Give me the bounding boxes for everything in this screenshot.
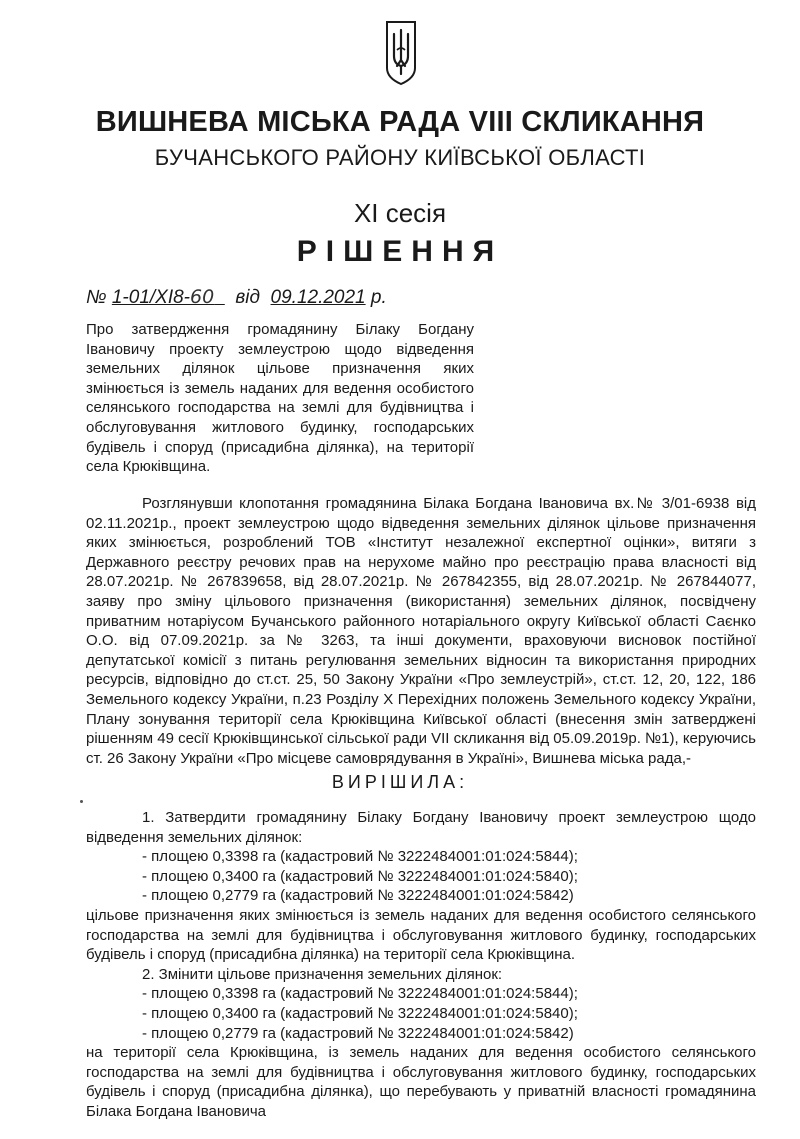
item-1-plot: - площею 0,3398 га (кадастровий № 3222484001:01:024:5844); [142,848,578,866]
item-1-plot: - площею 0,3400 га (кадастровий № 3222484001:01:024:5840); [142,867,578,885]
handwritten-number: 60 [190,286,215,308]
decision-heading: РІШЕННЯ [296,235,504,268]
item-2-plot: - площею 0,3400 га (кадастровий № 3222484001:01:024:5840); [142,1004,578,1022]
year-suffix: р. [370,287,387,308]
council-title: ВИШНЕВА МІСЬКА РАДА VIII СКЛИКАННЯ [95,106,705,138]
district-subtitle: БУЧАНСЬКОГО РАЙОНУ КИЇВСЬКОЇ ОБЛАСТІ [154,145,646,170]
item-2-intro: 2. Змінити цільове призначення земельних ділянок: [142,965,503,983]
coat-of-arms-icon [384,20,418,86]
decision-number-line [86,286,387,309]
item-2-plot: - площею 0,3398 га (кадастровий № 3222484001:01:024:5844); [142,985,578,1003]
number-prefix: № [86,287,107,308]
scan-speck [80,800,83,803]
from-label: від [235,287,260,308]
item-1-tail: цільове призначення яких змінюється із земель наданих для ведення особистого селянського господарства на землі для будівництва і обслуговування житлового будинку, господарських будівель і споруд (присадибна ділянка) на території села Крюківщина. [86,906,756,964]
preamble-paragraph: Розглянувши клопотання громадянина Білака Богдана Івановича вх.№ 3/01-6938 від 02.11.2021р., проект землеустрою щодо відведення земельних ділянок цільове призначення яких змінюється, розроблений ТОВ «Інститут незалежної експертної оцінки», витяги з Державного реєстру речових прав на нерухоме майно про реєстрацію права власності від 28.07.2021р. № 267839658, від 28.07.2021р. № 267842355, від 28.07.2021р. № 267844077, заяву про зміну цільового призначення (використання) земельних ділянок, посвідчену приватним нотаріусом Бучанського районного нотаріального округу Київської області Саєнко О.О. від 07.09.2021р. за № 3263, та інші документи, враховуючи висновок постійної депутатської комісії з питань регулювання земельних відносин та використання природних ресурсів, відповідно до ст.ст. 25, 50 Закону України «Про землеустрій», ст.ст. 12, 20, 122, 186 Земельного кодексу України, п.23 Розділу Х Перехідних положень Земельного кодексу України, Плану зонування території села Крюківщина Київської області (внесення змін затверджені рішенням 49 сесії Крюківщинської сільської ради VII скликання від 05.09.2019р. №1), керуючись ст. 26 Закону України «Про місцеве самоврядування в Україні», Вишнева міська рада,- [86,495,756,767]
decision-subject: Про затвердження громадянину Білаку Богдану Івановичу проекту землеустрою щодо відведення земельних ділянок цільове призначення яких змінюється із земель наданих для ведення особистого селянського господарства на землі для будівництва і обслуговування житлового будинку, господарських будівель і споруд (присадибна ділянка), на території села Крюківщина. [86,321,474,476]
decision-date: 09.12.2021 [270,287,366,308]
item-1-plot: - площею 0,2779 га (кадастровий № 3222484001:01:024:5842) [142,887,574,905]
decision-number: 1-01/XI8-60 [111,286,215,308]
item-1-intro: 1. Затвердити громадянину Білаку Богдану Івановичу проект землеустрою щодо відведення земельних ділянок: [86,809,756,846]
item-2-tail: на території села Крюківщина, із земель наданих для ведення особистого селянського господарства на землі для будівництва і обслуговування житлового будинку, господарських будівель і споруд (присадибна ділянка), що перебувають у приватній власності громадянина Білака Богдана Івановича [86,1044,756,1120]
session-label: XI сесія [353,198,447,228]
resolved-heading: ВИРІШИЛА: [331,772,469,792]
item-2-plot: - площею 0,2779 га (кадастровий № 3222484001:01:024:5842) [142,1024,574,1042]
resolution-body [86,808,756,1122]
